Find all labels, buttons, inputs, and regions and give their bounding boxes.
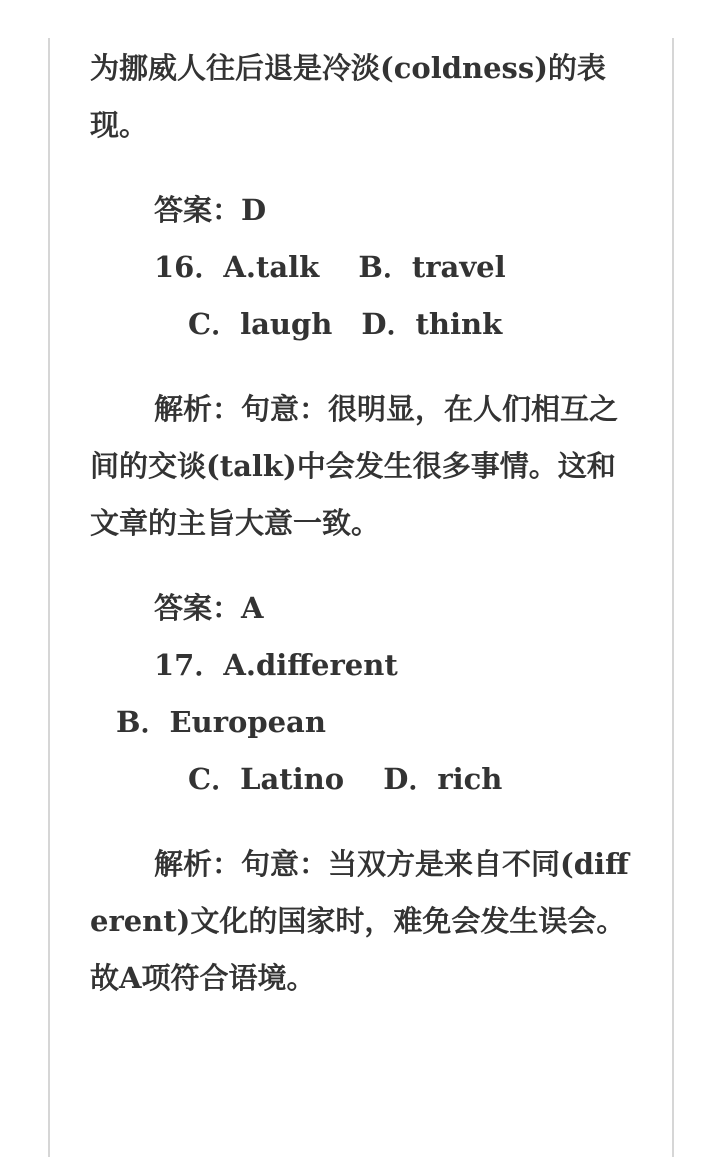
document-body — [90, 40, 630, 1007]
question-16-options-line2: C．laugh D．think — [188, 307, 503, 341]
question-17-options-line3: C．Latino D．rich — [188, 762, 503, 796]
answer-15: 答案：D — [154, 193, 267, 227]
explanation-17: 解析：句意：当双方是来自不同(different)文化的国家时，难免会发生误会。故A项符合语境。 — [90, 847, 629, 995]
explanation-16: 解析：句意：很明显，在人们相互之间的交谈(talk)中会发生很多事情。这和文章的主旨大意一致。 — [90, 392, 619, 540]
question-17-options-line2: B．European — [116, 705, 326, 739]
paragraph-explanation-15-tail: 为挪威人往后退是冷淡(coldness)的表现。 — [90, 51, 606, 142]
question-17-options-line1: 17．A.different — [154, 648, 398, 682]
question-16-options-line1: 16．A.talk B．travel — [154, 250, 506, 284]
answer-16: 答案：A — [154, 591, 264, 625]
